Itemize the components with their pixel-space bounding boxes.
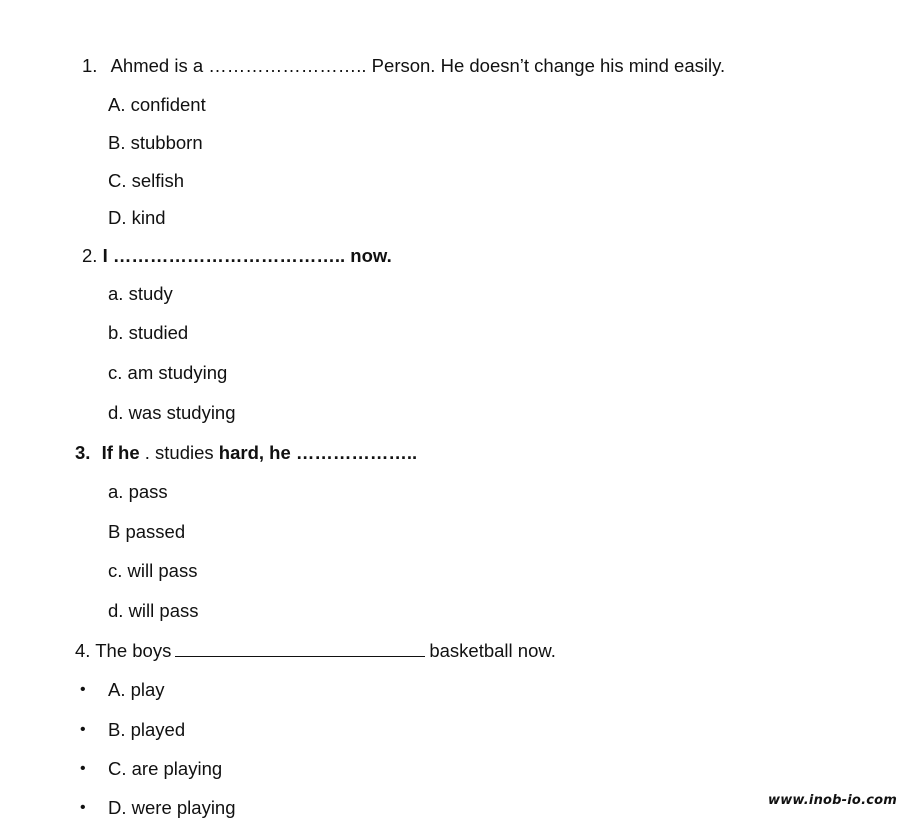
question-text-bold-end: hard, he ……………….. <box>218 442 418 463</box>
site-watermark: www.inob-io.com <box>768 793 897 808</box>
bullet-icon: • <box>80 799 86 816</box>
bullet-icon: • <box>80 760 86 777</box>
question-number: 3. <box>75 442 91 463</box>
question-number: 2. <box>82 245 98 266</box>
answer-blank: …………………….. <box>208 55 367 76</box>
answer-blank: ……………………………….. <box>112 245 346 266</box>
question-3-stem <box>75 442 417 464</box>
question-subject: I <box>102 245 108 266</box>
option-2c: c. am studying <box>108 362 228 383</box>
bullet-icon: • <box>80 721 86 738</box>
answer-blank-underline <box>175 640 425 657</box>
question-1-stem <box>82 55 725 77</box>
option-1b: B. stubborn <box>108 132 203 153</box>
option-4b: B. played <box>108 719 186 740</box>
question-text-bold-start: If he <box>101 442 140 463</box>
option-3c: c. will pass <box>108 560 198 581</box>
bullet-icon: • <box>80 681 86 698</box>
question-text-before: Ahmed is a <box>110 55 209 76</box>
option-4a: A. play <box>108 679 165 700</box>
question-text-after: basketball now. <box>429 640 556 661</box>
option-2a: a. study <box>108 283 173 304</box>
option-3d: d. will pass <box>108 600 199 621</box>
question-text-after: now. <box>350 245 392 266</box>
option-1c: C. selfish <box>108 170 185 191</box>
question-number: 1. <box>82 55 98 76</box>
question-text-before: 4. The boys <box>75 640 172 661</box>
option-1a: A. confident <box>108 94 206 115</box>
option-4d: D. were playing <box>108 797 236 818</box>
question-2-stem <box>82 245 392 267</box>
option-4c: C. are playing <box>108 758 223 779</box>
option-2d: d. was studying <box>108 402 236 423</box>
option-2b: b. studied <box>108 322 189 343</box>
question-text-after: Person. He doesn’t change his mind easily. <box>366 55 726 76</box>
option-3a: a. pass <box>108 481 168 502</box>
option-3b: B passed <box>108 521 186 542</box>
option-1d: D. kind <box>108 207 166 228</box>
question-text-mid: . studies <box>139 442 219 463</box>
question-4-stem <box>75 640 556 662</box>
